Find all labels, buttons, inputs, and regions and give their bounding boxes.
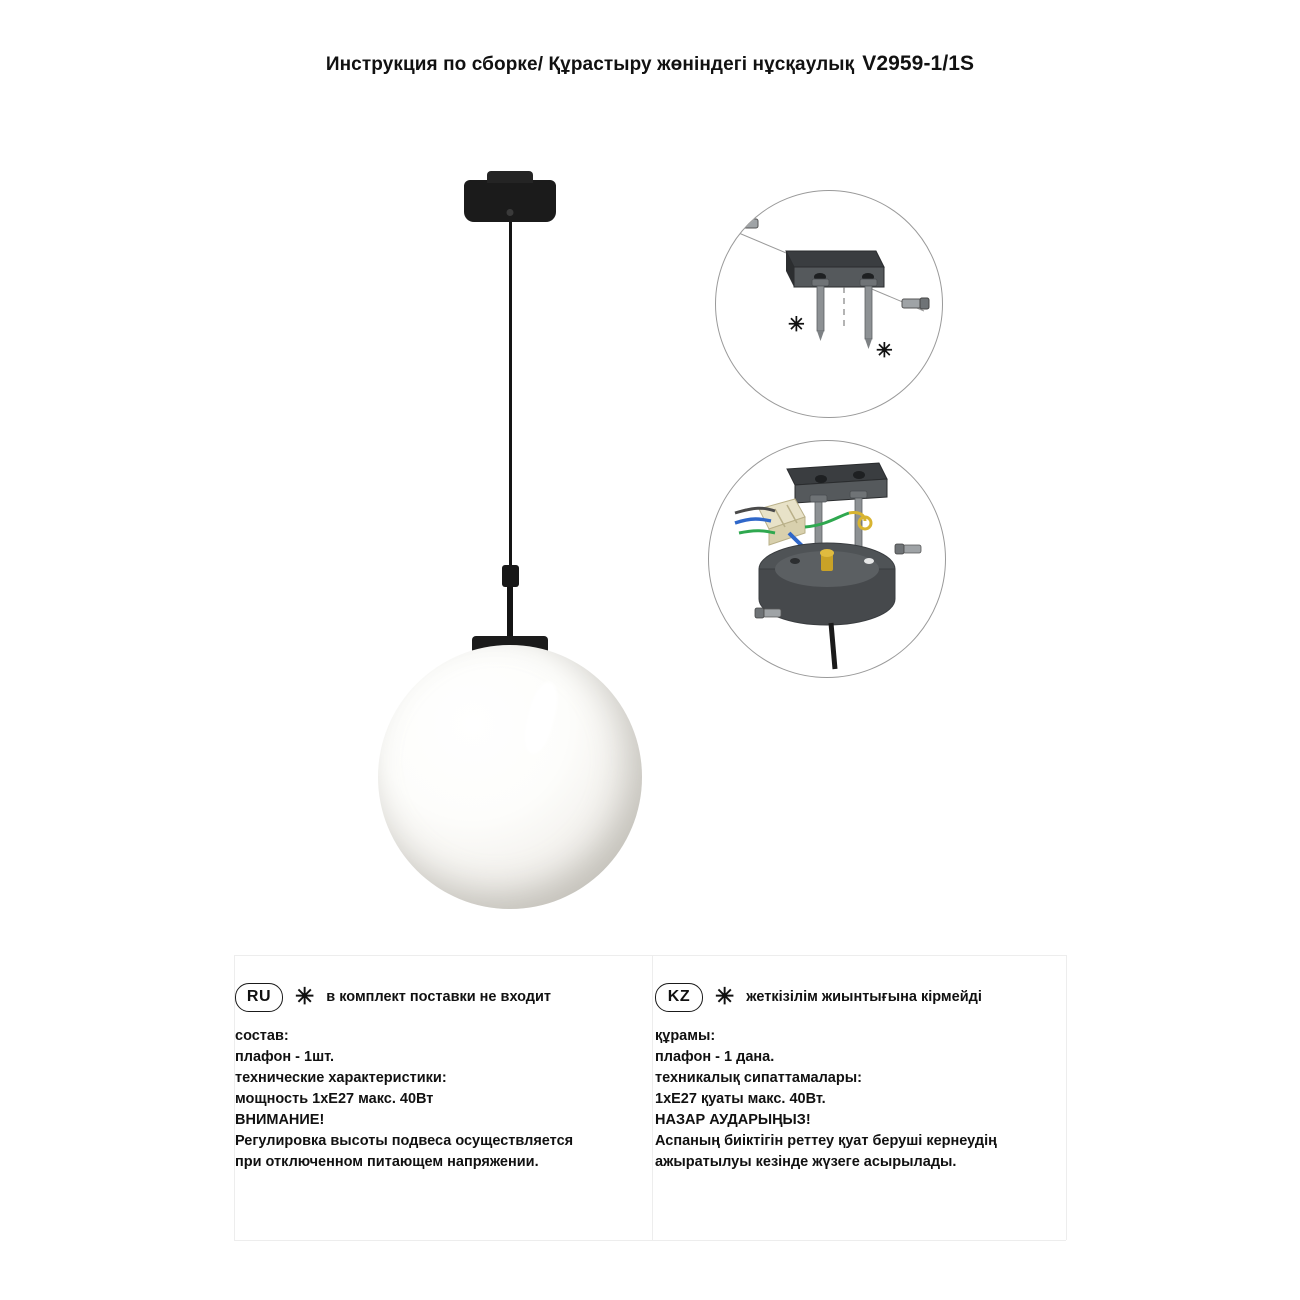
spec-line: Аспаның биіктігін реттеу қуат беруші кернеудің: [655, 1133, 997, 1149]
page-title-text: Инструкция по сборке/ Құрастыру жөніндегі нұсқаулық: [325, 54, 855, 75]
spec-line: плафон - 1шт.: [235, 1049, 335, 1065]
asterisk-note-ru: в комплект поставки не входит: [326, 989, 552, 1005]
lamp-illustration: [250, 150, 770, 930]
asterisk-icon: ✳: [295, 982, 315, 1009]
spec-line: ажыратылуы кезінде жүзеге асырылады.: [655, 1154, 957, 1170]
spec-line: НАЗАР АУДАРЫҢЫЗ!: [655, 1112, 811, 1128]
spec-lines-ru: [235, 1026, 650, 1173]
spec-line: ВНИМАНИЕ!: [235, 1112, 325, 1128]
wiring-connection-icon: [709, 441, 945, 677]
canopy-screw: [507, 209, 514, 216]
divider-top: [234, 955, 1066, 956]
spec-line: құрамы:: [655, 1028, 716, 1044]
bracket-screw-left: [812, 279, 829, 341]
spec-line: 1хЕ27 қуаты макс. 40Вт.: [655, 1091, 826, 1107]
lower-cord: [507, 587, 513, 642]
divider-middle: [652, 955, 653, 1240]
base-screw-bottom: [755, 608, 781, 618]
svg-text:✳: ✳: [788, 314, 805, 336]
asterisk-note-kz: жеткізілім жиынтығына кірмейді: [746, 989, 982, 1005]
page-title: [0, 52, 1300, 76]
svg-text:✳: ✳: [876, 340, 893, 362]
glass-globe-shade: [378, 645, 642, 909]
base-screw-right: [895, 544, 921, 554]
spec-line: плафон - 1 дана.: [655, 1049, 775, 1065]
lang-row-ru: [235, 980, 650, 1014]
detail-view-wiring: [708, 440, 946, 678]
divider-bottom: [234, 1240, 1066, 1241]
model-number: V2959-1/1S: [862, 52, 975, 75]
spec-line: мощность 1хЕ27 макс. 40Вт: [235, 1091, 434, 1107]
anchor-screw-right: [902, 298, 929, 309]
spec-block-kz: [655, 980, 1070, 1235]
spec-line: состав:: [235, 1028, 289, 1044]
bracket-screw-right: [860, 279, 877, 349]
spec-line: при отключенном питающем напряжении.: [235, 1154, 539, 1170]
spec-line: техникалық сипаттамалары:: [655, 1070, 862, 1086]
detail-view-mounting-bracket: [715, 190, 943, 418]
bracket-screw-left-2: [810, 495, 827, 547]
cord-stopper: [502, 565, 519, 587]
mounting-bracket-icon: [716, 191, 942, 417]
lang-row-kz: [655, 980, 1070, 1014]
spec-lines-kz: [655, 1026, 1070, 1173]
language-badge-kz: KZ: [655, 983, 703, 1012]
terminal-block: [759, 499, 805, 545]
language-badge-ru: RU: [235, 983, 283, 1012]
asterisk-icon: ✳: [715, 982, 735, 1009]
spec-line: Регулировка высоты подвеса осуществляется: [235, 1133, 574, 1149]
spec-block-ru: [235, 980, 650, 1235]
bracket-body-2: [787, 463, 887, 503]
ceiling-canopy: [464, 180, 556, 222]
spec-line: технические характеристики:: [235, 1070, 447, 1086]
